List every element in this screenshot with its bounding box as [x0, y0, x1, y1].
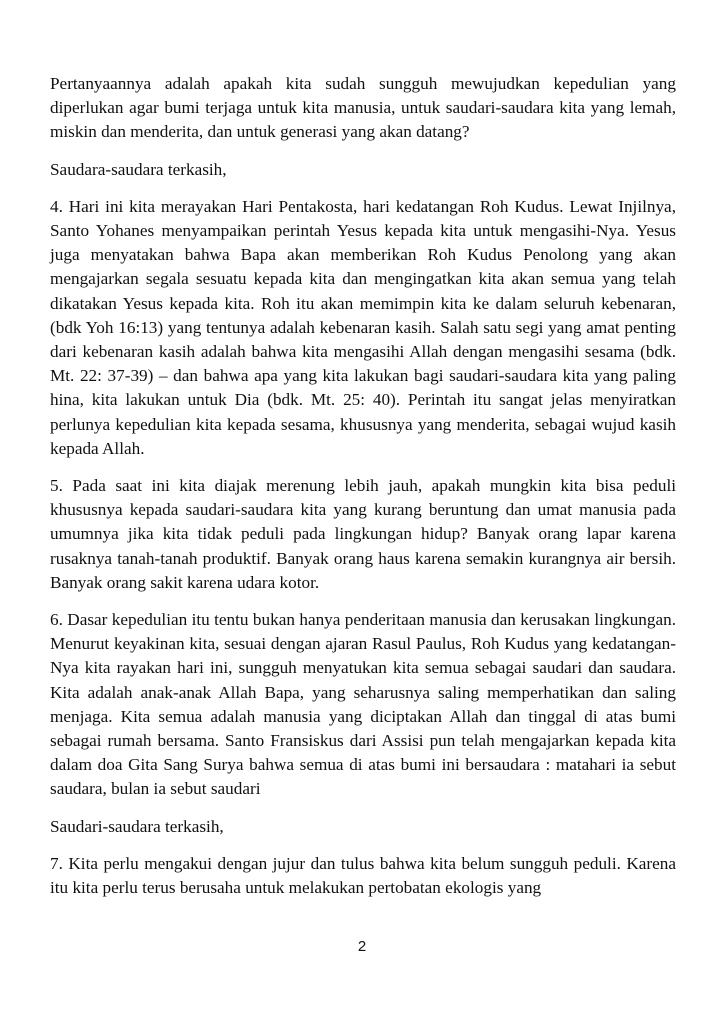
paragraph-intro: Pertanyaannya adalah apakah kita sudah sungguh mewujudkan kepedulian yang diperlukan agar bumi terjaga untuk kita manusia, untuk saudari-saudara kita yang lemah, miskin dan menderita, dan untuk generasi yang akan datang?: [50, 74, 676, 142]
salutation-sisters-brothers: Saudari-saudara terkasih,: [50, 816, 224, 836]
paragraph-5: 5. Pada saat ini kita diajak merenung lebih jauh, apakah mungkin kita bisa peduli khususnya kepada saudari-saudara kita yang kurang beruntung dan umat manusia pada umumnya jika kita tidak peduli pada lingkungan hidup? Banyak orang lapar karena rusaknya tanah-tanah produktif. Banyak orang haus karena semakin kurangnya air bersih. Banyak orang sakit karena udara kotor.: [50, 476, 676, 592]
paragraph-6: 6. Dasar kepedulian itu tentu bukan hanya penderitaan manusia dan kerusakan lingkungan. Menurut keyakinan kita, sesuai dengan ajaran Rasul Paulus, Roh Kudus yang kedatangan-Nya kita rayakan hari ini, sungguh menyatukan kita semua sebagai saudari dan saudara. Kita adalah anak-anak Allah Bapa, yang seharusnya saling memperhatikan dan saling menjaga. Kita semua adalah manusia yang diciptakan Allah dan tinggal di atas bumi sebagai rumah bersama. Santo Fransiskus dari Assisi pun telah mengajarkan kepada kita dalam doa Gita Sang Surya bahwa semua di atas bumi ini bersaudara : matahari ia sebut saudara, bulan ia sebut saudari: [50, 610, 676, 799]
page-number: 2: [357, 938, 367, 955]
body-text: [50, 72, 676, 913]
salutation-brothers-sisters: Saudara-saudara terkasih,: [50, 159, 227, 179]
paragraph-7: 7. Kita perlu mengakui dengan jujur dan tulus bahwa kita belum sungguh peduli. Karena itu kita perlu terus berusaha untuk melakukan pertobatan ekologis yang: [50, 853, 676, 898]
paragraph-4: 4. Hari ini kita merayakan Hari Pentakosta, hari kedatangan Roh Kudus. Lewat Injilnya, Santo Yohanes menyampaikan perintah Yesus kepada kita untuk mengasihi-Nya. Yesus juga menyatakan bahwa Bapa akan memberikan Roh Kudus Penolong yang akan mengajarkan segala sesuatu kepada kita dan mengingatkan kita akan semua yang telah dikatakan Yesus kepada kita. Roh itu akan memimpin kita ke dalam seluruh kebenaran, (bdk Yoh 16:13) yang tentunya adalah kebenaran kasih. Salah satu segi yang amat penting dari kebenaran kasih adalah bahwa kita mengasihi Allah dengan mengasihi sesama (bdk. Mt. 22: 37-39) – dan bahwa apa yang kita lakukan bagi saudari-saudara kita yang paling hina, kita lakukan untuk Dia (bdk. Mt. 25: 40). Perintah itu sangat jelas menyiratkan perlunya kepedulian kita kepada sesama, khususnya yang menderita, sebagai wujud kasih kepada Allah.: [50, 196, 676, 458]
